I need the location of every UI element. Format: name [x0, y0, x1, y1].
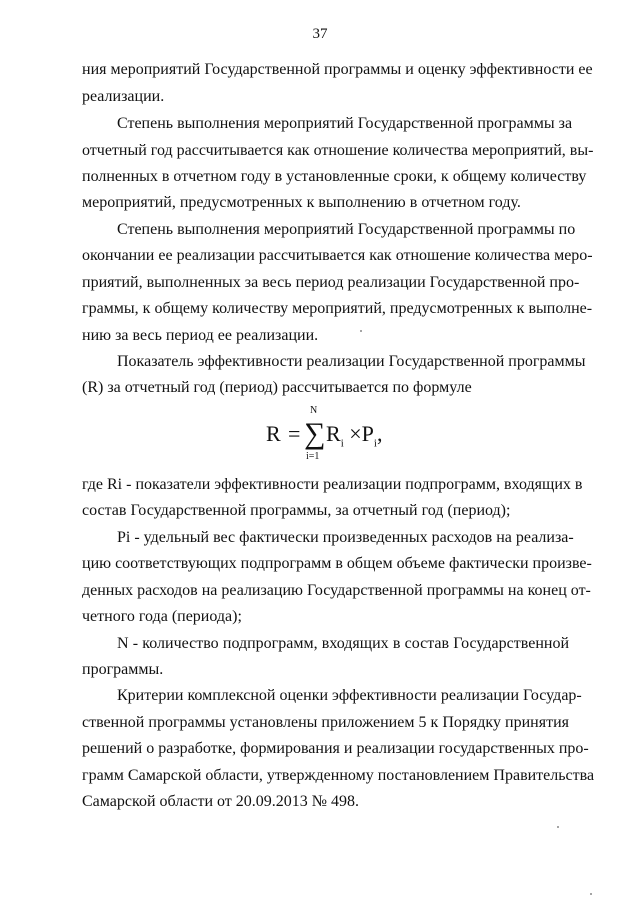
page-number: 37 — [312, 26, 328, 42]
text-line: цию соответствующих подпрограмм в общем объеме фактически произве- — [82, 555, 592, 572]
sum-upper-limit: N — [310, 405, 318, 416]
text-line: четного года (периода); — [82, 608, 242, 625]
text-line: программы. — [82, 661, 164, 678]
text-line: решений о разработке, формирования и реализации государственных про- — [82, 740, 589, 757]
formula-equals: = — [288, 421, 301, 446]
sigma-symbol: ∑ — [304, 417, 326, 450]
scan-speck — [557, 826, 559, 828]
text-line: отчетный год рассчитывается как отношение количества мероприятий, вы- — [82, 142, 594, 159]
formula-p-sub: i — [373, 437, 377, 450]
text-line: полненных в отчетном году в установленные сроки, к общему количеству — [82, 168, 587, 185]
formula-r: R — [326, 421, 341, 446]
text-line: окончании ее реализации рассчитывается как отношение количества меро- — [82, 247, 593, 264]
scan-speck — [590, 893, 592, 895]
text-line: Показатель эффективности реализации Государственной программы — [117, 353, 586, 370]
text-line: Самарской области от 20.09.2013 № 498. — [82, 793, 360, 810]
text-line: ственной программы установлены приложением 5 к Порядку принятия — [82, 714, 569, 731]
scan-speck — [360, 330, 362, 332]
text-line: Pi - удельный вес фактически произведенных расходов на реализа- — [117, 529, 574, 546]
text-line: денных расходов на реализацию Государственной программы на конец от- — [82, 582, 591, 599]
formula-tail: , — [376, 421, 383, 446]
sum-lower-limit: i=1 — [306, 451, 320, 462]
text-line: нию за весь период ее реализации. — [82, 327, 319, 344]
text-line: где Ri - показатели эффективности реализации подпрограмм, входящих в — [82, 476, 583, 493]
formula-r-sub: i — [340, 437, 344, 450]
formula-p: P — [361, 421, 374, 446]
text-line: Степень выполнения мероприятий Государственной программы за — [117, 115, 573, 132]
formula-lhs: R — [266, 421, 281, 446]
text-line: (R) за отчетный год (период) рассчитывается по формуле — [82, 379, 472, 396]
text-line: грамм Самарской области, утвержденному постановлением Правительства — [82, 767, 595, 784]
text-line: приятий, выполненных за весь период реализации Государственной про- — [82, 274, 580, 291]
text-line: Критерии комплексной оценки эффективности реализации Государ- — [117, 687, 582, 704]
text-line: граммы, к общему количеству мероприятий, предусмотренных к выполне- — [82, 300, 593, 317]
text-line: Степень выполнения мероприятий Государственной программы по — [117, 221, 576, 238]
text-line: N - количество подпрограмм, входящих в состав Государственной — [117, 635, 569, 652]
text-line: реализации. — [82, 88, 165, 105]
formula-times: × — [349, 421, 362, 446]
formula-term — [326, 421, 382, 449]
text-line: мероприятий, предусмотренных к выполнению в отчетном году. — [82, 194, 521, 211]
text-line: ния мероприятий Государственной программы и оценку эффективности ее — [82, 61, 593, 78]
text-line: состав Государственной программы, за отчетный год (период); — [82, 502, 511, 519]
